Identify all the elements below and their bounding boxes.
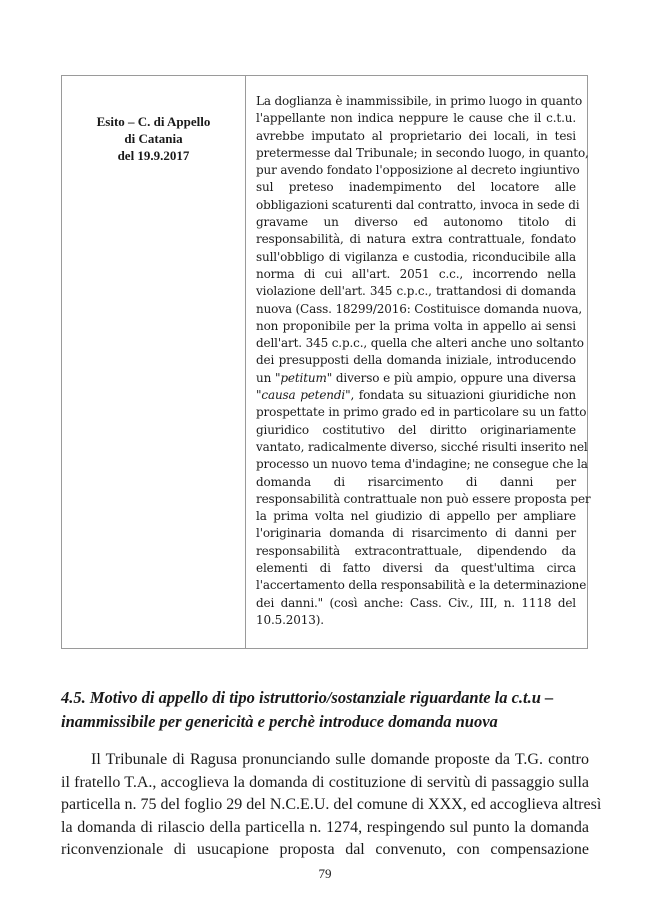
latin-term: petitum (280, 370, 327, 385)
quote-line: violazione dell'art. 345 c.p.c., trattandosi di domanda (256, 284, 576, 299)
quote-line: giuridico costitutivo del diritto originariamente (256, 422, 576, 437)
quote-line: vantato, radicalmente diverso, sicché risulti inserito nel (256, 439, 588, 454)
quote-line: domanda di risarcimento di danni per (256, 474, 576, 489)
section-heading-line: 4.5. Motivo di appello di tipo istruttorio/sostanziale riguardante la c.t.u – (61, 688, 554, 707)
quote-line: un "petitum" diverso e più ampio, oppure una diversa (256, 370, 576, 385)
section-heading-line: inammissibile per genericità e perchè introduce domanda nuova (61, 712, 498, 731)
quote-line: gravame un diverso ed autonomo titolo di (256, 215, 576, 230)
quote-line: responsabilità contrattuale non può essere proposta per (256, 491, 591, 506)
quote-line: la prima volta nel giudizio di appello per ampliare (256, 509, 576, 524)
quote-line: dei danni." (così anche: Cass. Civ., III, n. 1118 del (256, 595, 576, 610)
quote-line: obbligazioni scaturenti dal contratto, invoca in sede di (256, 197, 580, 212)
outcome-label-line: Esito – C. di Appello (96, 114, 211, 129)
section-heading (61, 686, 591, 734)
quote-line: non proponibile per la prima volta in appello ai sensi (256, 318, 576, 333)
quote-line: responsabilità, di natura extra contrattuale, fondato (256, 232, 576, 247)
quote-line: avrebbe imputato al proprietario dei locali, in tesi (256, 128, 576, 143)
body-line: particella n. 75 del foglio 29 del N.C.E.U. del comune di XXX, ed accoglieva altresì (61, 796, 602, 814)
quote-line: dei presupposti della domanda iniziale, introducendo (256, 353, 576, 368)
quote-line: processo un nuovo tema d'indagine; ne consegue che la (256, 457, 588, 472)
quote-line: l'originaria domanda di risarcimento di danni per (256, 526, 576, 541)
quote-line: pretermesse dal Tribunale; in secondo luogo, in quanto, (256, 145, 589, 160)
outcome-label-line: del 19.9.2017 (117, 148, 190, 163)
body-paragraph (61, 749, 602, 862)
latin-term: causa petendi (261, 388, 346, 403)
quote-line: 10.5.2013). (256, 612, 324, 627)
quote-line: prospettate in primo grado ed in particolare su un fatto (256, 405, 587, 420)
outcome-label-cell (62, 113, 245, 164)
outcome-label-line: di Catania (124, 131, 183, 146)
quote-line: "causa petendi", fondata su situazioni giuridiche non (256, 388, 576, 403)
court-quote-cell (256, 93, 591, 629)
body-line: riconvenzionale di usucapione proposta dal convenuto, con compensazione (61, 841, 589, 859)
quote-line: pur avendo fondato l'opposizione al decreto ingiuntivo (256, 163, 580, 178)
body-line: la domanda di rilascio della particella n. 1274, respingendo sul punto la domanda (61, 818, 589, 836)
quote-line: elementi di fatto diversi da quest'ultima circa (256, 561, 576, 576)
quote-line: sul preteso inadempimento del locatore alle (256, 180, 576, 195)
quote-line: norma di cui all'art. 2051 c.c., incorrendo nella (256, 266, 576, 281)
case-outcome-table (61, 75, 591, 649)
quote-line: responsabilità extracontrattuale, dipendendo da (256, 543, 576, 558)
page-number: 79 (318, 866, 332, 881)
quote-line: La doglianza è inammissibile, in primo luogo in quanto (256, 94, 583, 108)
quote-line: l'appellante non indica neppure le cause che il c.t.u. (256, 111, 576, 126)
body-line: il fratello T.A., accoglieva la domanda di costituzione di servitù di passaggio sulla (61, 773, 589, 791)
quote-line: dell'art. 345 c.p.c., quella che alteri anche uno soltanto (256, 336, 584, 351)
body-line: Il Tribunale di Ragusa pronunciando sulle domande proposte da T.G. contro (91, 751, 589, 768)
quote-line: sull'obbligo di vigilanza e custodia, riconducibile alla (256, 249, 576, 264)
quote-line: l'accertamento della responsabilità e la determinazione (256, 578, 587, 593)
quote-line: nuova (Cass. 18299/2016: Costituisce domanda nuova, (256, 301, 583, 316)
table-column-divider (245, 76, 246, 648)
